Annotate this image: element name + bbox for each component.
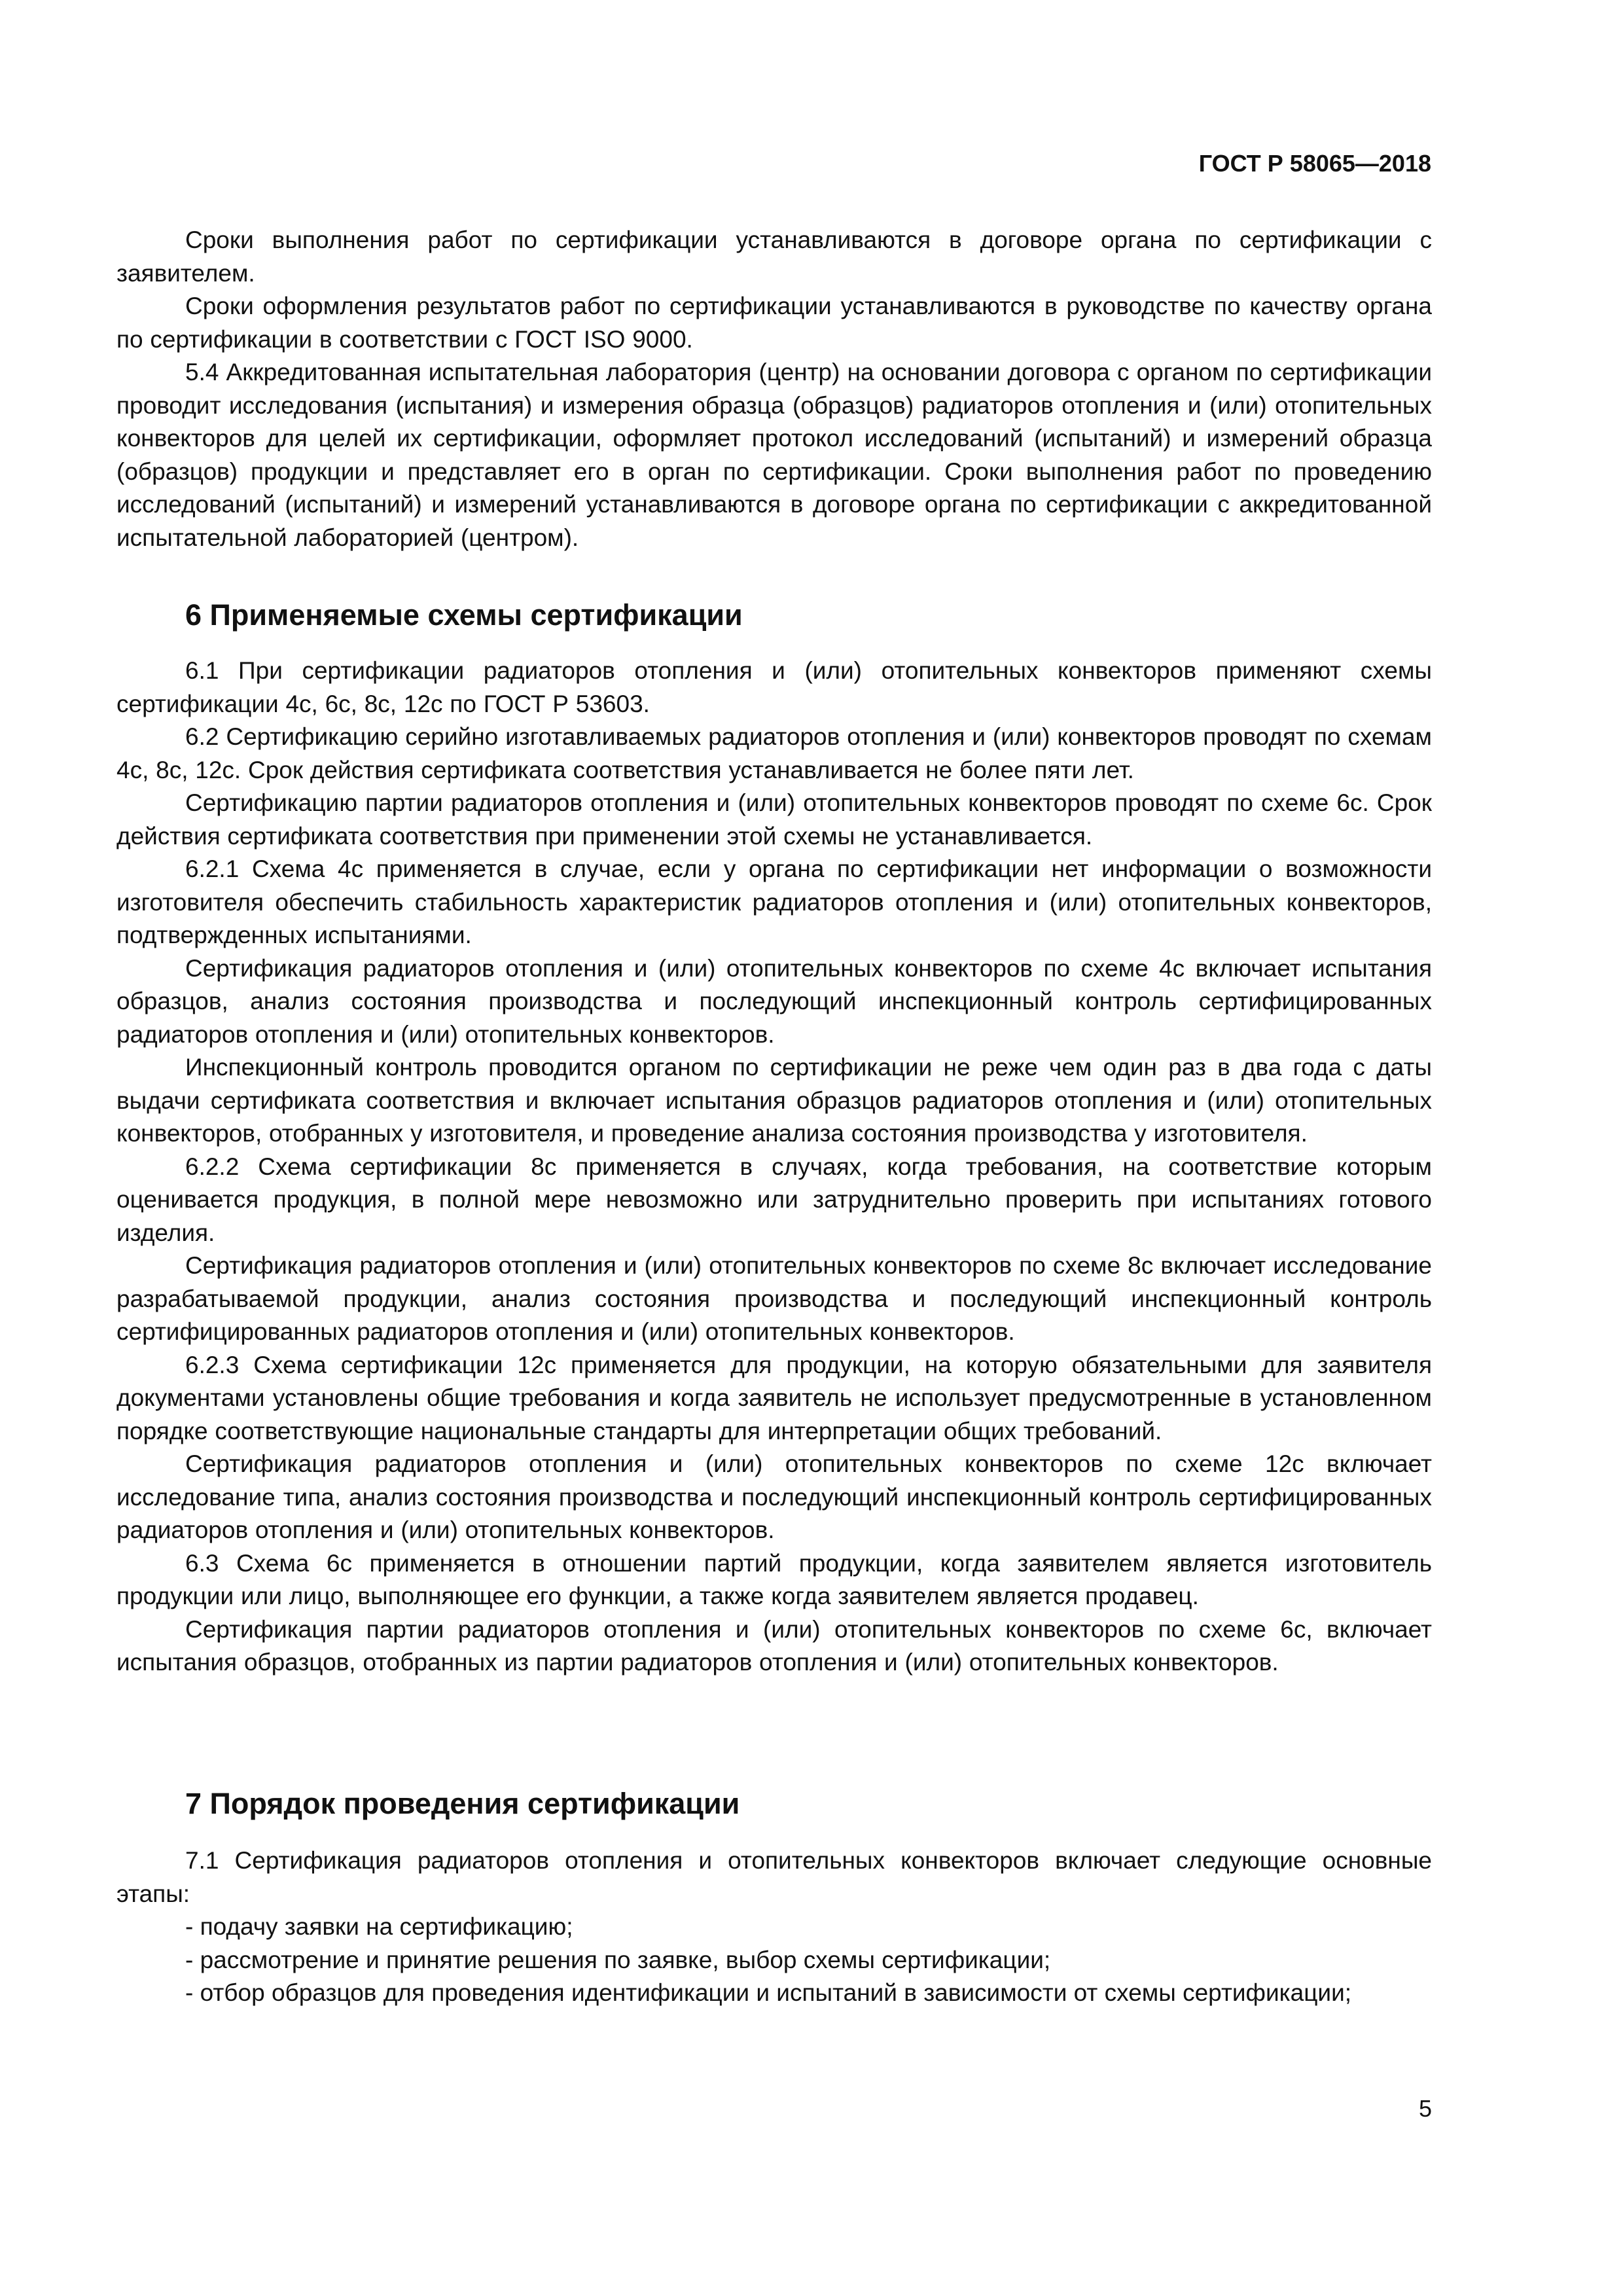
paragraph: 6.2.1 Схема 4с применяется в случае, если у органа по сертификации нет информации о возможности изготовителя обеспечить стабильность характеристик радиаторов отопления и (или) отопительных конвекторов, подтвержденных испытаниями. <box>116 855 1432 948</box>
paragraph: 6.2 Сертификацию серийно изготавливаемых радиаторов отопления и (или) конвекторов проводят по схемам 4с, 8с, 12с. Срок действия сертификата соответствия устанавливается не более пяти лет. <box>116 723 1432 783</box>
paragraph: Сертификацию партии радиаторов отопления и (или) отопительных конвекторов проводят по схеме 6с. Срок действия сертификата соответствия при применении этой схемы не устанавливается. <box>116 789 1432 850</box>
intro-block <box>116 224 1432 554</box>
section-7-block <box>116 1844 1432 2010</box>
section-6-block <box>116 655 1432 1679</box>
section-6-heading: 6 Применяемые схемы сертификации <box>185 598 743 632</box>
paragraph: 6.3 Схема 6с применяется в отношении партий продукции, когда заявителем является изготовитель продукции или лицо, выполняющее его функции, а также когда заявителем является продавец. <box>116 1549 1432 1609</box>
list-item: - рассмотрение и принятие решения по заявке, выбор схемы сертификации; <box>185 1946 1051 1973</box>
paragraph: 6.2.3 Схема сертификации 12с применяется для продукции, на которую обязательными для заявителя документами установлены общие требования и когда заявитель не использует предусмотренные в установленном порядке соответствующие национальные стандарты для интерпретации общих требований. <box>116 1351 1432 1444</box>
paragraph: Сертификация партии радиаторов отопления и (или) отопительных конвекторов по схеме 6с, включает испытания образцов, отобранных из партии радиаторов отопления и (или) отопительных конвекторов. <box>116 1615 1432 1676</box>
paragraph: 6.1 При сертификации радиаторов отопления и (или) отопительных конвекторов применяют схемы сертификации 4с, 6с, 8с, 12с по ГОСТ Р 53603. <box>116 657 1432 717</box>
paragraph: 6.2.2 Схема сертификации 8с применяется в случаях, когда требования, на соответствие которым оценивается продукция, в полной мере невозможно или затруднительно проверить при испытаниях готового изделия. <box>116 1153 1432 1246</box>
paragraph: Инспекционный контроль проводится органом по сертификации не реже чем один раз в два года с даты выдачи сертификата соответствия и включает испытания образцов радиаторов отопления и (или) отопительных конвекторов, отобранных у изготовителя, и проведение анализа состояния производства у изготовителя. <box>116 1054 1432 1147</box>
paragraph: 7.1 Сертификация радиаторов отопления и отопительных конвекторов включает следующие основные этапы: <box>116 1847 1432 1907</box>
paragraph: Сертификация радиаторов отопления и (или) отопительных конвекторов по схеме 12с включает исследование типа, анализ состояния производства и последующий инспекционный контроль сертифицированных радиаторов отопления и (или) отопительных конвекторов. <box>116 1450 1432 1543</box>
standard-code-header: ГОСТ Р 58065—2018 <box>1198 150 1431 177</box>
paragraph: Сроки оформления результатов работ по сертификации устанавливаются в руководстве по качеству органа по сертификации в соответствии с ГОСТ ISO 9000. <box>116 293 1432 353</box>
list-item: - отбор образцов для проведения идентификации и испытаний в зависимости от схемы сертификации; <box>185 1979 1352 2006</box>
page-number: 5 <box>1418 2095 1432 2122</box>
list-item: - подачу заявки на сертификацию; <box>185 1913 573 1940</box>
paragraph: Сертификация радиаторов отопления и (или) отопительных конвекторов по схеме 4с включает испытания образцов, анализ состояния производства и последующий инспекционный контроль сертифицированных радиаторов отопления и (или) отопительных конвекторов. <box>116 954 1432 1048</box>
section-7-heading: 7 Порядок проведения сертификации <box>185 1787 740 1820</box>
paragraph: Сертификация радиаторов отопления и (или) отопительных конвекторов по схеме 8с включает исследование разрабатываемой продукции, анализ состояния производства и последующий инспекционный контроль сертифицированных радиаторов отопления и (или) отопительных конвекторов. <box>116 1252 1432 1345</box>
paragraph: Сроки выполнения работ по сертификации устанавливаются в договоре органа по сертификации с заявителем. <box>116 226 1432 287</box>
paragraph: 5.4 Аккредитованная испытательная лаборатория (центр) на основании договора с органом по сертификации проводит исследования (испытания) и измерения образца (образцов) радиаторов отопления и (или) отопительных конвекторов для целей их сертификации, оформляет протокол исследований (испытаний) и измерений образца (образцов) продукции и представляет его в орган по сертификации. Сроки выполнения работ по проведению исследований (испытаний) и измерений устанавливаются в договоре органа по сертификации с аккредитованной испытательной лабораторией (центром). <box>116 359 1432 551</box>
